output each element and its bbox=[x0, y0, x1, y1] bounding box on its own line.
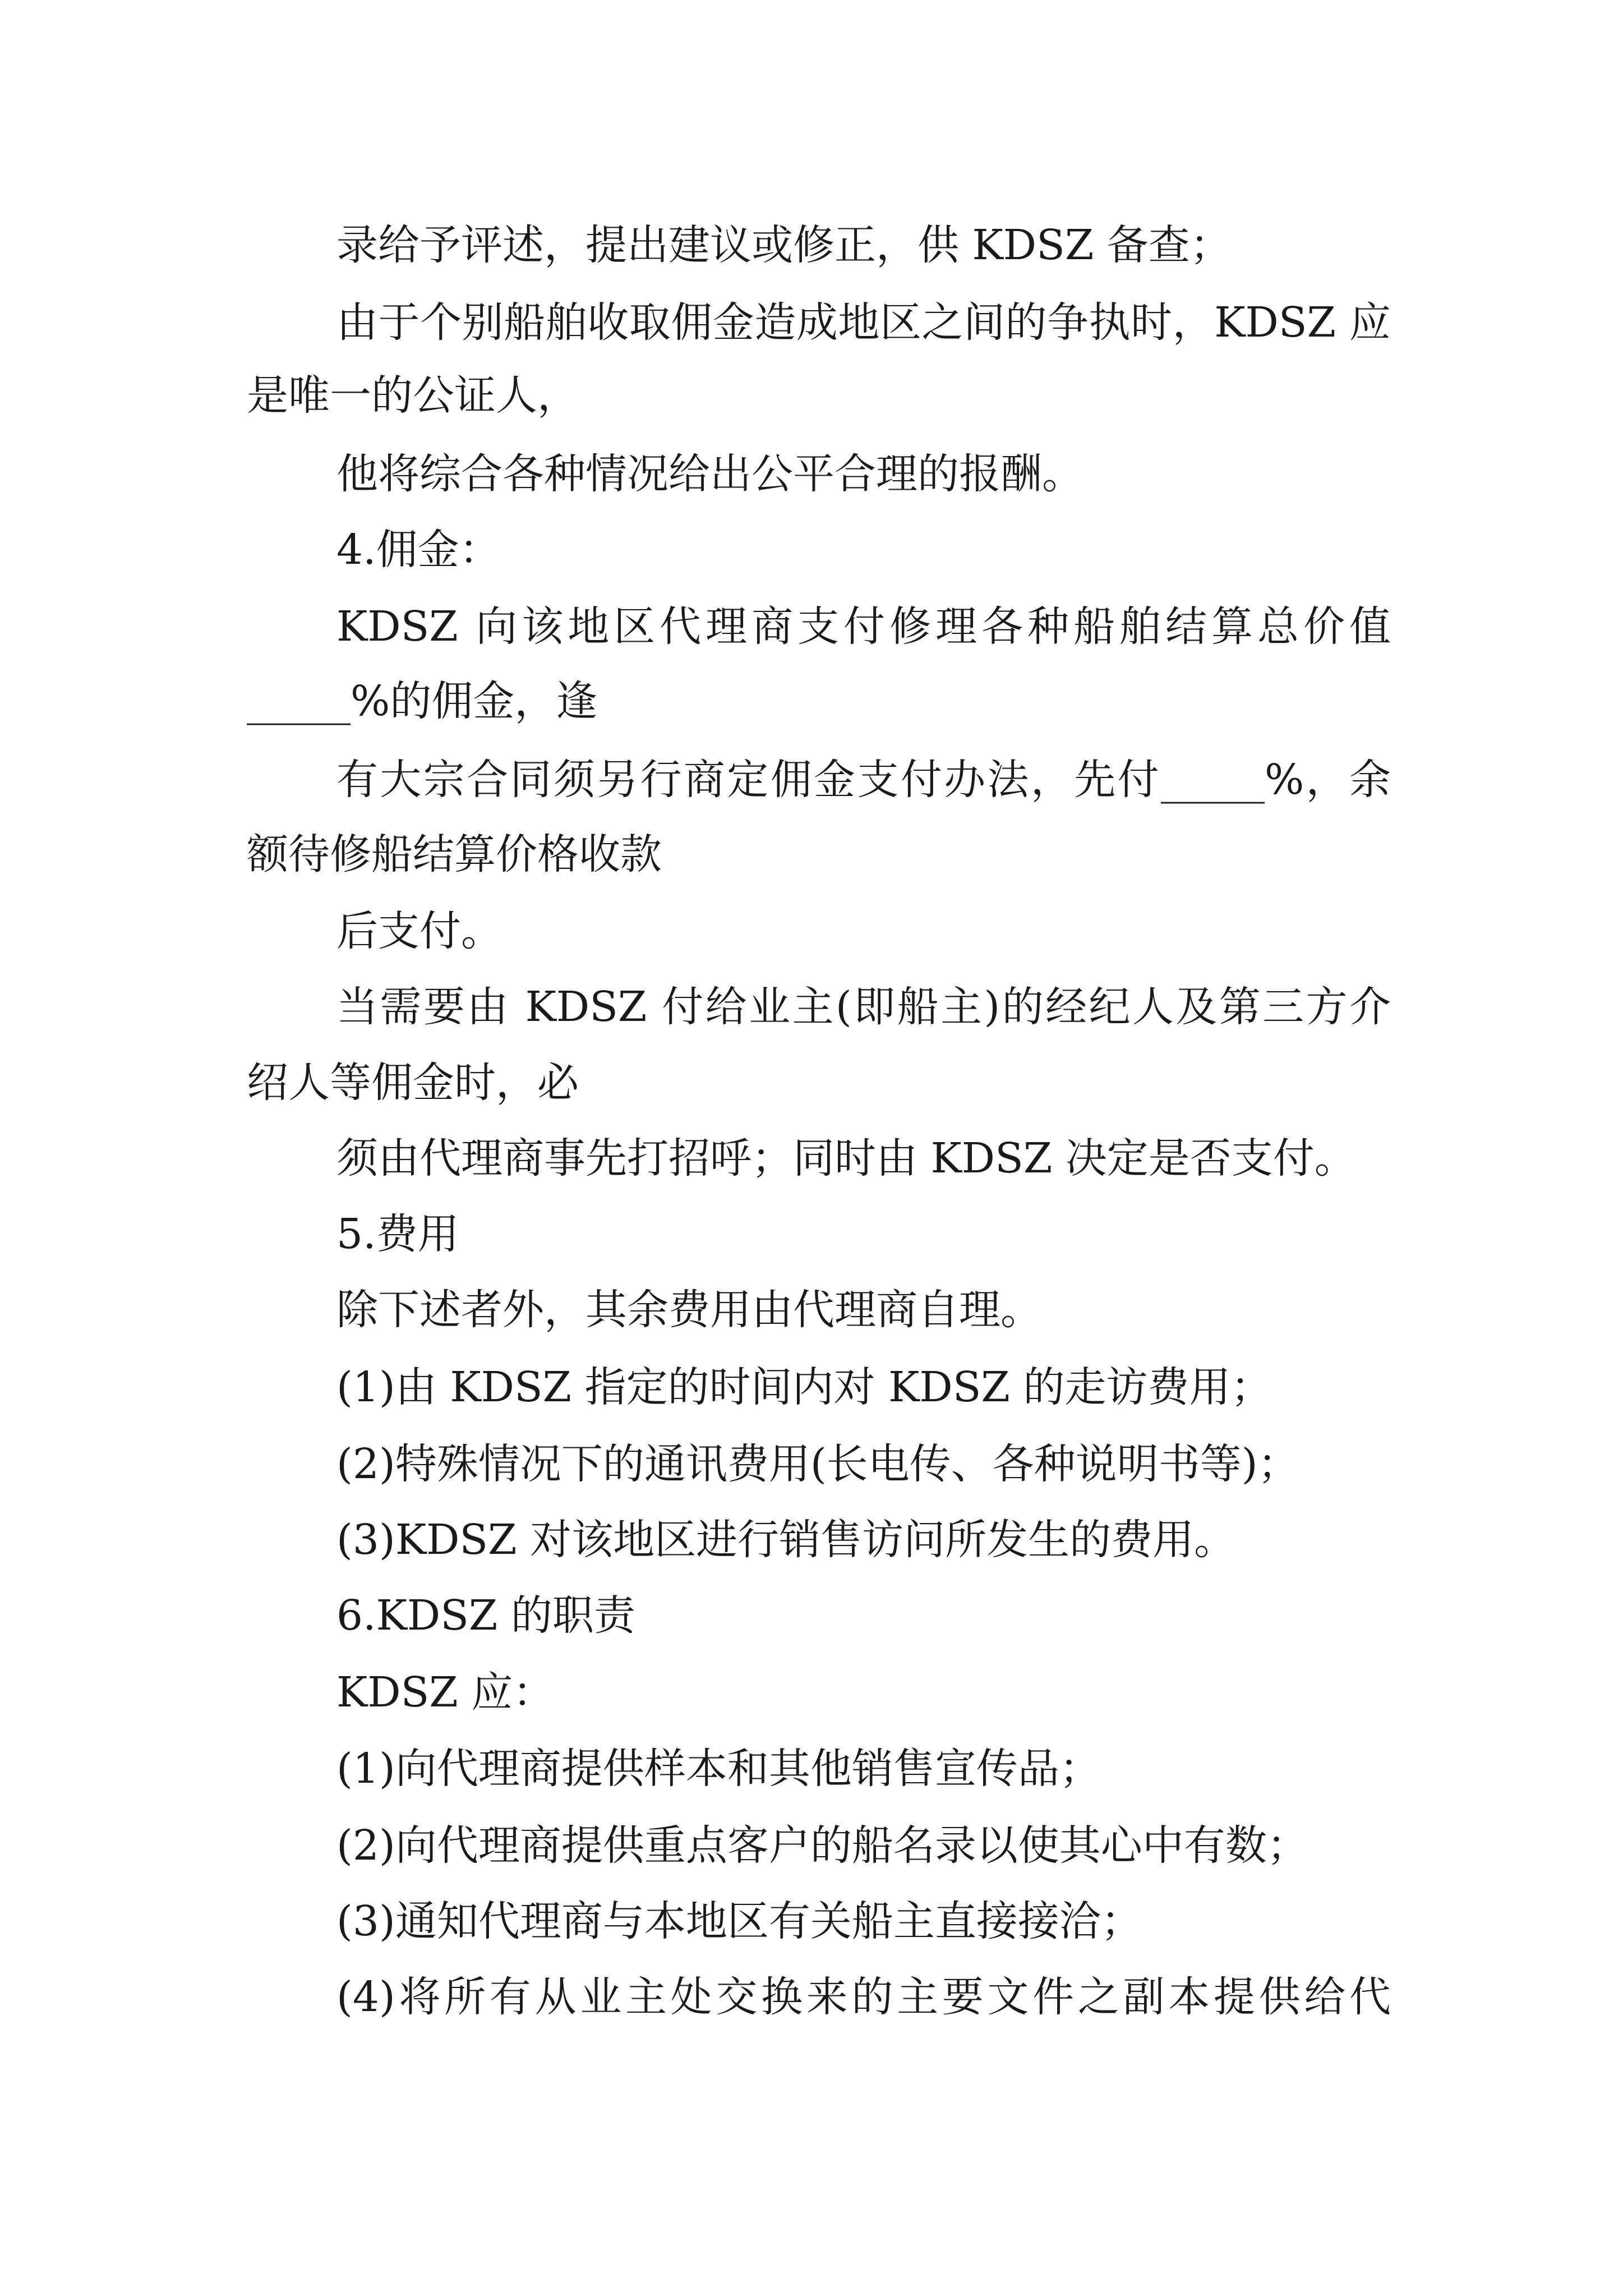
text-line: 他将综合各种情况给出公平合理的报酬。 bbox=[336, 450, 1083, 498]
text-line: 由于个别船舶收取佣金造成地区之间的争执时，KDSZ 应 bbox=[336, 298, 1391, 347]
text-line: 后支付。 bbox=[336, 907, 502, 955]
text-line: 录给予评述，提出建议或修正，供 KDSZ 备查； bbox=[336, 221, 1232, 269]
text-line: KDSZ 应： bbox=[336, 1668, 555, 1717]
text-line: 绍人等佣金时，必 bbox=[247, 1059, 579, 1107]
list-item: (2)特殊情况下的通讯费用(长电传、各种说明书等)； bbox=[336, 1440, 1299, 1488]
list-item: (3)通知代理商与本地区有关船主直接接洽； bbox=[336, 1897, 1142, 1945]
list-item: (1)由 KDSZ 指定的时间内对 KDSZ 的走访费用； bbox=[336, 1363, 1272, 1411]
list-item: (1)向代理商提供样本和其他销售宣传品； bbox=[336, 1745, 1101, 1793]
list-item: (2)向代理商提供重点客户的船名录以使其心中有数； bbox=[336, 1821, 1308, 1870]
text-line: 除下述者外，其余费用由代理商自理。 bbox=[336, 1286, 1042, 1334]
section-heading: 4.佣金： bbox=[336, 526, 501, 574]
text-line: 额待修船结算价格收款 bbox=[247, 830, 662, 878]
text-line: 当需要由 KDSZ 付给业主(即船主)的经纪人及第三方介 bbox=[336, 983, 1391, 1031]
text-line: 是唯一的公证人， bbox=[247, 371, 579, 420]
list-item: (3)KDSZ 对该地区进行销售访问所发生的费用。 bbox=[336, 1516, 1236, 1564]
text-line: KDSZ 向该地区代理商支付修理各种船舶结算总价值 bbox=[336, 602, 1391, 651]
section-heading: 5.费用 bbox=[336, 1210, 459, 1258]
text-line: 有大宗合同须另行商定佣金支付办法，先付_____%，余 bbox=[336, 756, 1391, 804]
text-line: 须由代理商事先打招呼；同时由 KDSZ 决定是否支付。 bbox=[336, 1134, 1356, 1182]
list-item: (4)将所有从业主处交换来的主要文件之副本提供给代 bbox=[336, 1973, 1391, 2021]
section-heading: 6.KDSZ 的职责 bbox=[336, 1591, 635, 1640]
text-line: _____%的佣金，逢 bbox=[247, 677, 598, 725]
